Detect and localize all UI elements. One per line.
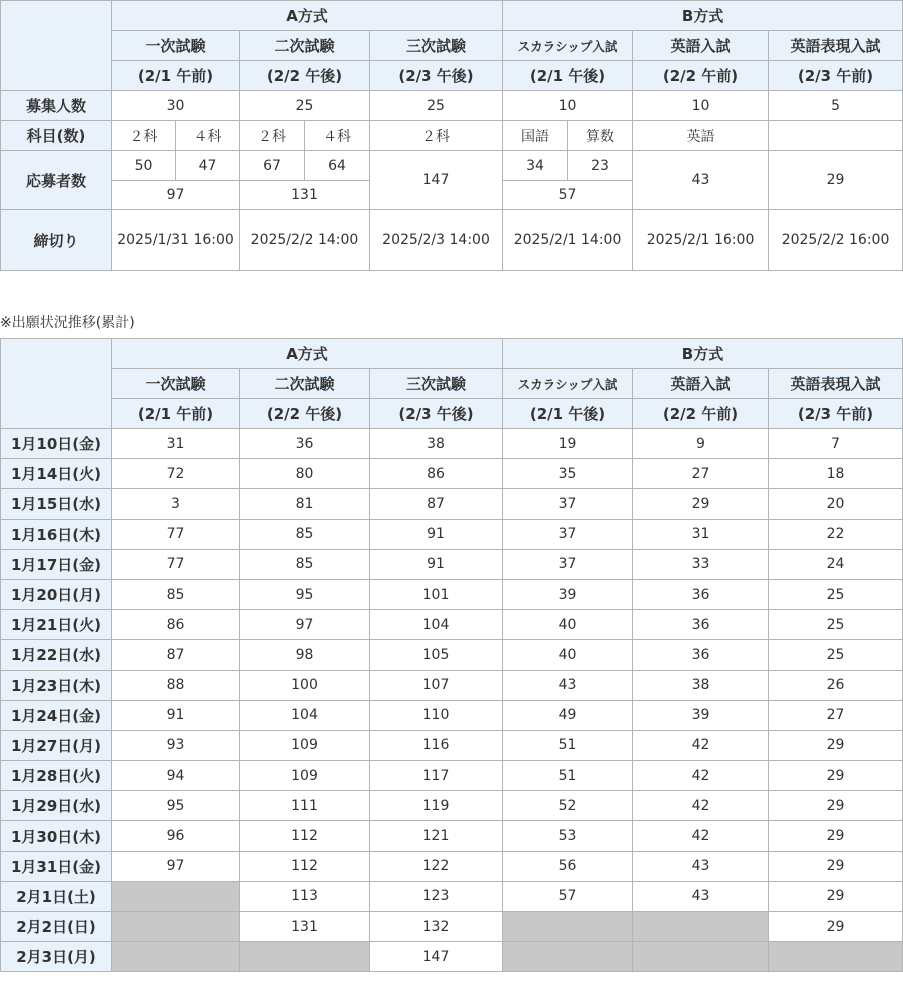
cumulative-count: 22	[769, 519, 903, 549]
subject-value: 英語	[633, 121, 769, 151]
group-a-header: A方式	[112, 339, 503, 369]
capacity-label: 募集人数	[1, 91, 112, 121]
row-date: 1月27日(月)	[1, 730, 112, 760]
cumulative-count: 109	[240, 761, 370, 791]
cumulative-count: 98	[240, 640, 370, 670]
cumulative-count: 91	[370, 519, 503, 549]
capacity-value: 5	[769, 91, 903, 121]
cumulative-count: 86	[370, 459, 503, 489]
cumulative-count: 36	[240, 429, 370, 459]
cumulative-count: 42	[633, 821, 769, 851]
table-row	[1, 761, 903, 791]
row-date: 1月22日(水)	[1, 640, 112, 670]
row-date: 1月16日(木)	[1, 519, 112, 549]
cumulative-count: 31	[112, 429, 240, 459]
cumulative-count: 36	[633, 610, 769, 640]
cumulative-count: 116	[370, 730, 503, 760]
exam-date-2: (2/2 午後)	[240, 61, 370, 91]
deadline-value: 2025/2/2 14:00	[240, 210, 370, 271]
applicant-count: 29	[769, 151, 903, 210]
applicant-total: 57	[503, 181, 633, 210]
closed-cell	[633, 942, 769, 972]
cumulative-count: 29	[769, 821, 903, 851]
closed-cell	[503, 942, 633, 972]
exam-header-4: スカラシップ入試	[503, 369, 633, 399]
cumulative-count: 36	[633, 579, 769, 609]
group-b-header: B方式	[503, 1, 903, 31]
cumulative-count: 85	[240, 519, 370, 549]
cumulative-count: 80	[240, 459, 370, 489]
cumulative-count: 96	[112, 821, 240, 851]
cumulative-count: 56	[503, 851, 633, 881]
subjects-label: 科目(数)	[1, 121, 112, 151]
cumulative-count: 104	[370, 610, 503, 640]
row-date: 1月21日(火)	[1, 610, 112, 640]
cumulative-count: 91	[112, 700, 240, 730]
row-date: 1月24日(金)	[1, 700, 112, 730]
cumulative-count: 51	[503, 761, 633, 791]
table-row	[1, 942, 903, 972]
table-row	[1, 821, 903, 851]
deadline-value: 2025/2/1 16:00	[633, 210, 769, 271]
exam-header-4: スカラシップ入試	[503, 31, 633, 61]
cumulative-count: 97	[240, 610, 370, 640]
row-date: 1月29日(水)	[1, 791, 112, 821]
cumulative-count: 113	[240, 881, 370, 911]
row-date: 1月17日(金)	[1, 549, 112, 579]
exam-date-3: (2/3 午後)	[370, 61, 503, 91]
cumulative-count: 3	[112, 489, 240, 519]
cumulative-count: 72	[112, 459, 240, 489]
cumulative-count: 20	[769, 489, 903, 519]
exam-date-1: (2/1 午前)	[112, 61, 240, 91]
closed-cell	[112, 942, 240, 972]
deadline-value: 2025/1/31 16:00	[112, 210, 240, 271]
cumulative-count: 29	[769, 881, 903, 911]
group-a-header: A方式	[112, 1, 503, 31]
exam-date-3: (2/3 午後)	[370, 399, 503, 429]
cumulative-count: 85	[240, 549, 370, 579]
cumulative-count: 29	[769, 791, 903, 821]
exam-date-6: (2/3 午前)	[769, 399, 903, 429]
row-date: 1月15日(水)	[1, 489, 112, 519]
cumulative-count: 97	[112, 851, 240, 881]
cumulative-count: 36	[633, 640, 769, 670]
cumulative-count: 112	[240, 851, 370, 881]
cumulative-count: 109	[240, 730, 370, 760]
cumulative-count: 37	[503, 519, 633, 549]
cumulative-count: 49	[503, 700, 633, 730]
table-row	[1, 730, 903, 760]
cumulative-count: 147	[370, 942, 503, 972]
trend-note: ※出願状況推移(累計)	[0, 315, 135, 331]
cumulative-count: 38	[633, 670, 769, 700]
applicant-count: 67	[240, 151, 305, 181]
table-row	[1, 579, 903, 609]
subject-value	[769, 121, 903, 151]
cumulative-count: 51	[503, 730, 633, 760]
cumulative-count: 112	[240, 821, 370, 851]
cumulative-count: 121	[370, 821, 503, 851]
cumulative-count: 25	[769, 579, 903, 609]
cumulative-count: 43	[503, 670, 633, 700]
row-date: 1月30日(木)	[1, 821, 112, 851]
row-date: 2月3日(月)	[1, 942, 112, 972]
table-row	[1, 489, 903, 519]
closed-cell	[240, 942, 370, 972]
cumulative-count: 123	[370, 881, 503, 911]
row-date: 1月28日(火)	[1, 761, 112, 791]
cumulative-count: 29	[769, 851, 903, 881]
closed-cell	[112, 912, 240, 942]
cumulative-count: 107	[370, 670, 503, 700]
exam-header-3: 三次試験	[370, 31, 503, 61]
cumulative-count: 29	[769, 912, 903, 942]
cumulative-count: 27	[769, 700, 903, 730]
applicant-count: 147	[370, 151, 503, 210]
cumulative-count: 119	[370, 791, 503, 821]
table-row	[1, 851, 903, 881]
table-row	[1, 670, 903, 700]
cumulative-count: 100	[240, 670, 370, 700]
table-row	[1, 610, 903, 640]
cumulative-count: 33	[633, 549, 769, 579]
closed-cell	[633, 912, 769, 942]
cumulative-count: 37	[503, 549, 633, 579]
cumulative-count: 122	[370, 851, 503, 881]
cumulative-count: 24	[769, 549, 903, 579]
cumulative-count: 35	[503, 459, 633, 489]
cumulative-count: 94	[112, 761, 240, 791]
deadline-value: 2025/2/1 14:00	[503, 210, 633, 271]
cumulative-count: 132	[370, 912, 503, 942]
applicant-count: 47	[176, 151, 240, 181]
cumulative-count: 86	[112, 610, 240, 640]
subject-value: ２科	[112, 121, 176, 151]
exam-date-6: (2/3 午前)	[769, 61, 903, 91]
exam-header-1: 一次試験	[112, 31, 240, 61]
table-row	[1, 429, 903, 459]
cumulative-count: 110	[370, 700, 503, 730]
table-row	[1, 881, 903, 911]
cumulative-count: 117	[370, 761, 503, 791]
cumulative-count: 87	[112, 640, 240, 670]
trend-body	[1, 429, 903, 972]
row-date: 2月2日(日)	[1, 912, 112, 942]
cumulative-count: 37	[503, 489, 633, 519]
closed-cell	[769, 942, 903, 972]
capacity-value: 10	[633, 91, 769, 121]
exam-header-6: 英語表現入試	[769, 31, 903, 61]
applicant-count: 43	[633, 151, 769, 210]
capacity-value: 10	[503, 91, 633, 121]
cumulative-count: 52	[503, 791, 633, 821]
cumulative-count: 25	[769, 610, 903, 640]
cumulative-count: 26	[769, 670, 903, 700]
row-date: 1月31日(金)	[1, 851, 112, 881]
exam-header-6: 英語表現入試	[769, 369, 903, 399]
table-row	[1, 791, 903, 821]
applicant-total: 97	[112, 181, 240, 210]
subject-value: ４科	[176, 121, 240, 151]
table-row	[1, 519, 903, 549]
cumulative-count: 53	[503, 821, 633, 851]
cumulative-count: 81	[240, 489, 370, 519]
deadline-label: 締切り	[1, 210, 112, 271]
cumulative-count: 87	[370, 489, 503, 519]
subject-value: ４科	[305, 121, 370, 151]
cumulative-count: 31	[633, 519, 769, 549]
cumulative-count: 42	[633, 730, 769, 760]
cumulative-count: 101	[370, 579, 503, 609]
cumulative-count: 105	[370, 640, 503, 670]
subject-value: ２科	[240, 121, 305, 151]
cumulative-count: 43	[633, 851, 769, 881]
cumulative-count: 19	[503, 429, 633, 459]
cumulative-count: 39	[503, 579, 633, 609]
row-date: 1月14日(火)	[1, 459, 112, 489]
exam-header-1: 一次試験	[112, 369, 240, 399]
cumulative-count: 27	[633, 459, 769, 489]
exam-date-2: (2/2 午後)	[240, 399, 370, 429]
cumulative-count: 7	[769, 429, 903, 459]
cumulative-count: 18	[769, 459, 903, 489]
cumulative-count: 85	[112, 579, 240, 609]
table-row	[1, 549, 903, 579]
exam-header-3: 三次試験	[370, 369, 503, 399]
cumulative-count: 40	[503, 640, 633, 670]
cumulative-count: 9	[633, 429, 769, 459]
applicant-count: 34	[503, 151, 568, 181]
cumulative-count: 42	[633, 791, 769, 821]
applicants-label: 応募者数	[1, 151, 112, 210]
cumulative-count: 38	[370, 429, 503, 459]
cumulative-count: 77	[112, 549, 240, 579]
deadline-value: 2025/2/3 14:00	[370, 210, 503, 271]
cumulative-count: 88	[112, 670, 240, 700]
cumulative-count: 29	[769, 730, 903, 760]
capacity-value: 30	[112, 91, 240, 121]
exam-date-1: (2/1 午前)	[112, 399, 240, 429]
cumulative-count: 93	[112, 730, 240, 760]
exam-date-4: (2/1 午後)	[503, 399, 633, 429]
row-date: 2月1日(土)	[1, 881, 112, 911]
applicant-total: 131	[240, 181, 370, 210]
cumulative-count: 91	[370, 549, 503, 579]
cumulative-count: 25	[769, 640, 903, 670]
cumulative-count: 95	[240, 579, 370, 609]
row-date: 1月23日(木)	[1, 670, 112, 700]
cumulative-count: 57	[503, 881, 633, 911]
table-row	[1, 912, 903, 942]
row-date: 1月10日(金)	[1, 429, 112, 459]
exam-date-4: (2/1 午後)	[503, 61, 633, 91]
corner-cell	[1, 1, 112, 91]
closed-cell	[112, 881, 240, 911]
capacity-value: 25	[370, 91, 503, 121]
applicant-count: 64	[305, 151, 370, 181]
cumulative-count: 40	[503, 610, 633, 640]
applicant-count: 50	[112, 151, 176, 181]
closed-cell	[503, 912, 633, 942]
subject-value: ２科	[370, 121, 503, 151]
subject-value: 算数	[568, 121, 633, 151]
exam-header-5: 英語入試	[633, 31, 769, 61]
corner-cell	[1, 339, 112, 429]
group-b-header: B方式	[503, 339, 903, 369]
applicant-count: 23	[568, 151, 633, 181]
table-row	[1, 700, 903, 730]
capacity-value: 25	[240, 91, 370, 121]
exam-date-5: (2/2 午前)	[633, 399, 769, 429]
cumulative-count: 95	[112, 791, 240, 821]
exam-date-5: (2/2 午前)	[633, 61, 769, 91]
deadline-value: 2025/2/2 16:00	[769, 210, 903, 271]
table-row	[1, 640, 903, 670]
row-date: 1月20日(月)	[1, 579, 112, 609]
table-row	[1, 459, 903, 489]
cumulative-count: 77	[112, 519, 240, 549]
cumulative-count: 43	[633, 881, 769, 911]
summary-table	[0, 0, 903, 271]
cumulative-count: 39	[633, 700, 769, 730]
cumulative-count: 42	[633, 761, 769, 791]
exam-header-5: 英語入試	[633, 369, 769, 399]
exam-header-2: 二次試験	[240, 31, 370, 61]
subject-value: 国語	[503, 121, 568, 151]
cumulative-count: 29	[633, 489, 769, 519]
cumulative-count: 29	[769, 761, 903, 791]
exam-header-2: 二次試験	[240, 369, 370, 399]
cumulative-count: 131	[240, 912, 370, 942]
cumulative-count: 111	[240, 791, 370, 821]
trend-table	[0, 338, 903, 972]
cumulative-count: 104	[240, 700, 370, 730]
